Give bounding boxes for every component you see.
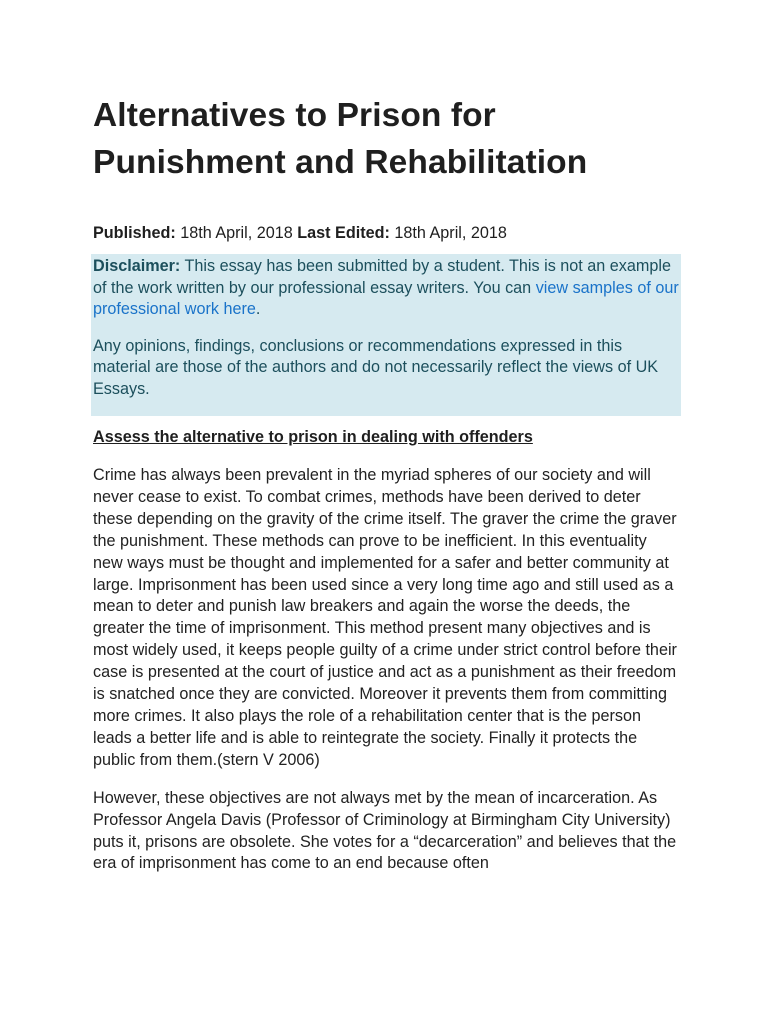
disclaimer-box bbox=[91, 254, 681, 416]
published-date: 18th April, 2018 bbox=[180, 224, 293, 242]
last-edited-date: 18th April, 2018 bbox=[394, 224, 507, 242]
essay-paragraph-1: Crime has always been prevalent in the myriad spheres of our society and will never cease to exist. To combat crimes, methods have been derived to deter these depending on the gravity of the crime itself. The graver the crime the graver the punishment. These methods can prove to be inefficient. In this eventuality new ways must be thought and implemented for a safer and better community at large. Imprisonment has been used since a very long time ago and still used as a mean to deter and punish law breakers and again the worse the deeds, the greater the time of imprisonment. This method present many objectives and is most widely used, it keeps people guilty of a crime under strict control before their case is presented at the court of justice and act as a punishment as their freedom is snatched once they are convicted. Moreover it prevents them from committing more crimes. It also plays the role of a rehabilitation center that is the person leads a better life and is able to reintegrate the society. Finally it protects the public from them.(stern V 2006) bbox=[93, 466, 677, 769]
essay-paragraph-2: However, these objectives are not always met by the mean of incarceration. As Professor Angela Davis (Professor of Criminology at Birmingham City University) puts it, prisons are obsolete. She votes for a “decarceration” and believes that the era of imprisonment has come to an end because often bbox=[93, 788, 677, 873]
published-label: Published: bbox=[93, 224, 176, 242]
opinions-paragraph: Any opinions, findings, conclusions or recommendations expressed in this material are those of the authors and do not necessarily reflect the views of UK Essays. bbox=[93, 336, 659, 398]
disclaimer-paragraph bbox=[93, 256, 679, 321]
section-heading: Assess the alternative to prison in dealing with offenders bbox=[93, 428, 533, 446]
last-edited-label: Last Edited: bbox=[297, 224, 390, 242]
essay-body bbox=[93, 465, 678, 875]
disclaimer-text: This essay has been submitted by a student. This is not an example of the work written by our professional essay writers. You can bbox=[93, 257, 671, 297]
article-meta bbox=[93, 222, 678, 244]
disclaimer-label: Disclaimer: bbox=[93, 257, 181, 275]
view-samples-link[interactable]: view samples of our professional work here bbox=[93, 278, 679, 318]
disclaimer-period: . bbox=[255, 300, 261, 318]
page-title: Alternatives to Prison for Punishment and Rehabilitation bbox=[93, 97, 588, 181]
article bbox=[93, 92, 678, 875]
